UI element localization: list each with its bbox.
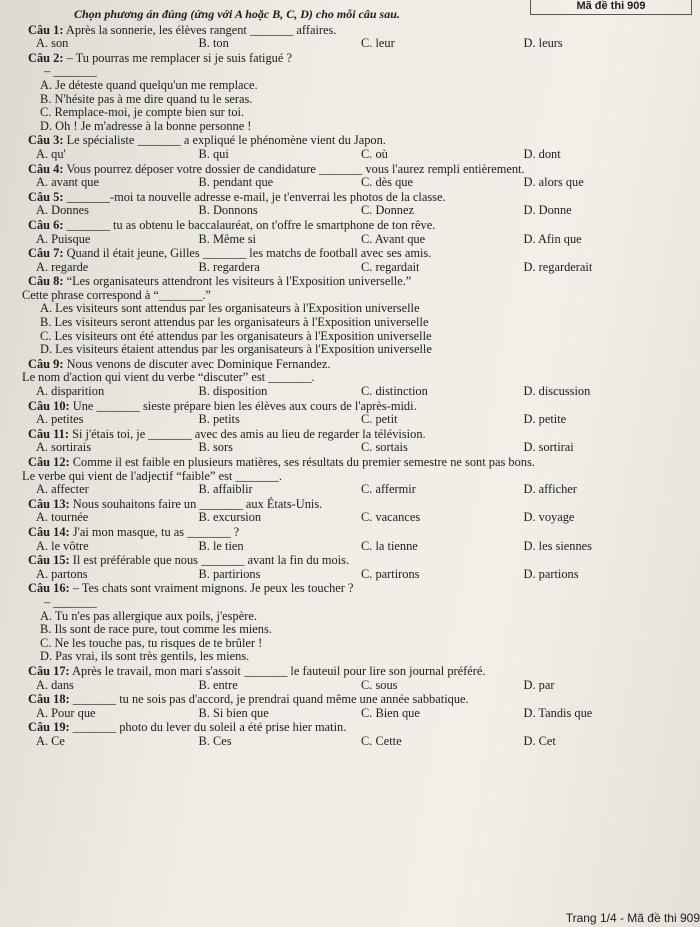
answer-option[interactable]: A. le vôtre (36, 538, 89, 553)
answer-option[interactable]: D. dont (523, 146, 561, 161)
question-stem (6, 163, 686, 177)
answer-option[interactable]: D. regarderait (523, 259, 593, 274)
question-5 (6, 191, 686, 218)
question-16 (6, 582, 686, 664)
answer-option[interactable]: C. sous (361, 677, 398, 692)
question-subtext: Le nom d'action qui vient du verbe “discuter” est _______. (22, 370, 315, 385)
answer-option[interactable]: B. Ces (198, 733, 232, 748)
answer-option[interactable]: A. Donnes (36, 203, 89, 218)
question-stem (6, 52, 686, 66)
question-15 (6, 554, 686, 581)
answer-option[interactable]: B. Si bien que (198, 705, 269, 720)
question-11 (6, 428, 686, 455)
answer-option[interactable]: D. Afin que (523, 231, 582, 246)
answer-options (6, 511, 686, 525)
question-text: – Tes chats sont vraiment mignons. Je peux les toucher ? (72, 581, 354, 596)
answer-options (6, 735, 686, 749)
answer-option[interactable]: D. partions (523, 566, 579, 581)
answer-option[interactable]: B. affaiblir (198, 482, 253, 497)
question-stem (6, 526, 686, 540)
question-label: Câu 18: (28, 692, 70, 707)
question-1 (6, 24, 686, 51)
question-text: Une _______ sieste prépare bien les élèves aux cours de l'après-midi. (72, 398, 417, 413)
question-stem (6, 456, 686, 470)
question-stem (6, 693, 686, 707)
answer-option[interactable]: C. Avant que (361, 231, 426, 246)
question-label: Câu 16: (28, 581, 70, 596)
question-text: Nous venons de discuter avec Dominique Fernandez. (66, 356, 331, 371)
question-19 (6, 721, 686, 748)
answer-option[interactable]: C. petit (361, 412, 398, 427)
question-text: _______-moi ta nouvelle adresse e-mail, je t'enverrai les photos de la classe. (66, 189, 446, 204)
question-7 (6, 247, 686, 274)
answer-option[interactable]: A. avant que (36, 175, 99, 190)
answer-option[interactable]: A. regarde (36, 259, 89, 274)
answer-option[interactable]: C. Donnez (361, 203, 414, 218)
answer-options (6, 261, 686, 275)
answer-options (6, 148, 686, 162)
answer-option[interactable]: C. Bien que (361, 705, 420, 720)
page-footer: Trang 1/4 - Mã đề thi 909 (565, 911, 700, 925)
question-4 (6, 163, 686, 190)
answer-option[interactable]: A. son (36, 36, 69, 51)
answer-option[interactable]: C. affermir (361, 482, 416, 497)
exam-document (6, 8, 686, 748)
answer-option[interactable]: B. excursion (198, 510, 262, 525)
answer-option[interactable]: B. qui (198, 146, 229, 161)
question-label: Câu 10: (28, 398, 70, 413)
question-text: _______ photo du lever du soleil a été prise hier matin. (72, 720, 347, 735)
answer-option[interactable]: D. petite (523, 412, 567, 427)
answer-option[interactable]: D. discussion (523, 384, 591, 399)
answer-option[interactable]: D. Oh ! Je m'adresse à la bonne personne ! (40, 118, 252, 133)
question-stem (6, 191, 686, 205)
answer-option[interactable]: A. Puisque (36, 231, 91, 246)
answer-option[interactable]: C. leur (361, 36, 395, 51)
dialog-line: – _______ (44, 64, 97, 79)
answer-option[interactable]: B. sors (198, 440, 233, 455)
answer-option[interactable]: D. sortirai (523, 440, 574, 455)
answer-options (6, 37, 686, 51)
answer-option[interactable]: C. Les visiteurs ont été attendus par les organisateurs à l'Exposition universelle (40, 328, 432, 343)
answer-option[interactable]: C. Ne les touche pas, tu risques de te brûler ! (40, 635, 263, 650)
answer-option[interactable]: D. Donne (523, 203, 572, 218)
question-12 (6, 456, 686, 497)
answer-option[interactable]: A. Pour que (36, 705, 96, 720)
answer-option[interactable]: D. Pas vrai, ils sont très gentils, les miens. (40, 649, 250, 664)
answer-option[interactable]: B. Les visiteurs seront attendus par les organisateurs à l'Exposition universelle (40, 315, 429, 330)
answer-option[interactable]: D. alors que (523, 175, 584, 190)
question-text: Après la sonnerie, les élèves rangent _______ affaires. (65, 22, 337, 37)
answer-options (6, 204, 686, 218)
answer-option[interactable]: A. tournée (36, 510, 89, 525)
answer-option[interactable]: A. Ce (36, 733, 65, 748)
question-text: Quand il était jeune, Gilles _______ les matchs de football avec ses amis. (66, 246, 432, 261)
question-label: Câu 7: (28, 246, 64, 261)
question-17 (6, 665, 686, 692)
answer-options (6, 79, 686, 133)
question-label: Câu 14: (28, 524, 70, 539)
answer-option[interactable]: A. petites (36, 412, 84, 427)
question-label: Câu 6: (28, 217, 64, 232)
answer-option[interactable]: C. Remplace-moi, je compte bien sur toi. (40, 105, 245, 120)
answer-options (6, 233, 686, 247)
answer-option[interactable]: A. partons (36, 566, 88, 581)
question-9 (6, 358, 686, 399)
exam-code-box: Mã đề thi 909 (530, 0, 692, 15)
answer-option[interactable]: A. qu' (36, 146, 66, 161)
question-stem (6, 134, 686, 148)
dialog-line: – _______ (44, 594, 97, 609)
question-text: Après le travail, mon mari s'assoit _______ le fauteuil pour lire son journal préféré. (72, 663, 486, 678)
question-label: Câu 13: (28, 496, 70, 511)
question-subtext: Le verbe qui vient de l'adjectif “faible” est _______. (22, 468, 282, 483)
question-8 (6, 275, 686, 357)
answer-option[interactable]: A. Tu n'es pas allergique aux poils, j'espère. (40, 608, 257, 623)
question-label: Câu 2: (28, 50, 64, 65)
answer-options (6, 441, 686, 455)
question-stem (6, 665, 686, 679)
answer-option[interactable]: C. sortais (361, 440, 408, 455)
question-text: Comme il est faible en plusieurs matières, ses résultats du premier semestre ne sont pas bons. (72, 455, 535, 469)
answer-options (6, 176, 686, 190)
answer-options (6, 385, 686, 399)
question-text: Il est préférable que nous _______ avant la fin du mois. (72, 553, 350, 568)
question-label: Câu 11: (28, 426, 69, 441)
answer-options (6, 610, 686, 664)
question-label: Câu 9: (28, 356, 64, 371)
question-text: Nous souhaitons faire un _______ aux États-Unis. (72, 496, 323, 511)
question-stem (6, 582, 686, 596)
answer-option[interactable]: C. la tienne (361, 538, 418, 553)
question-text: Si j'étais toi, je _______ avec des amis au lieu de regarder la télévision. (72, 426, 426, 441)
answer-option[interactable]: A. dans (36, 677, 74, 692)
question-stem (6, 554, 686, 568)
answer-options (6, 679, 686, 693)
question-stem (6, 498, 686, 512)
answer-option[interactable]: A. Les visiteurs sont attendus par les organisateurs à l'Exposition universelle (40, 301, 420, 316)
answer-option[interactable]: D. leurs (523, 36, 563, 51)
answer-option[interactable]: B. pendant que (198, 175, 274, 190)
question-label: Câu 12: (28, 455, 70, 469)
question-stem (6, 428, 686, 442)
answer-option[interactable]: A. disparition (36, 384, 105, 399)
answer-options (6, 413, 686, 427)
question-label: Câu 15: (28, 553, 70, 568)
answer-option[interactable]: C. dès que (361, 175, 413, 190)
answer-option[interactable]: B. N'hésite pas à me dire quand tu le seras. (40, 91, 253, 106)
question-6 (6, 219, 686, 246)
question-10 (6, 400, 686, 427)
answer-options (6, 540, 686, 554)
answer-options (6, 568, 686, 582)
answer-option[interactable]: C. regardait (361, 259, 420, 274)
answer-option[interactable]: D. Tandis que (523, 705, 593, 720)
answer-options (6, 707, 686, 721)
answer-option[interactable]: B. partirions (198, 566, 261, 581)
question-label: Câu 19: (28, 720, 70, 735)
answer-option[interactable]: C. Cette (361, 733, 402, 748)
question-stem (6, 721, 686, 735)
question-stem (6, 358, 686, 372)
answer-option[interactable]: A. Je déteste quand quelqu'un me remplace. (40, 77, 258, 92)
answer-option[interactable]: B. petits (198, 412, 240, 427)
question-stem (6, 275, 686, 289)
answer-option[interactable]: B. Ils sont de race pure, tout comme les miens. (40, 622, 272, 637)
answer-options (6, 483, 686, 497)
answer-option[interactable]: D. Cet (523, 733, 556, 748)
question-label: Câu 3: (28, 133, 64, 148)
answer-option[interactable]: C. partirons (361, 566, 420, 581)
answer-option[interactable]: D. voyage (523, 510, 575, 525)
answer-option[interactable]: D. les siennes (523, 538, 592, 553)
question-2 (6, 52, 686, 134)
answer-option[interactable]: C. où (361, 146, 388, 161)
question-text: _______ tu as obtenu le baccalauréat, on t'offre le smartphone de ton rêve. (66, 217, 436, 232)
question-stem (6, 400, 686, 414)
question-stem (6, 247, 686, 261)
question-stem (6, 24, 686, 38)
answer-option[interactable]: B. le tien (198, 538, 244, 553)
answer-option[interactable]: D. afficher (523, 482, 577, 497)
question-text: J'ai mon masque, tu as _______ ? (72, 524, 240, 539)
answer-option[interactable]: D. Les visiteurs étaient attendus par les organisateurs à l'Exposition universelle (40, 342, 432, 357)
answer-option[interactable]: B. Même si (198, 231, 256, 246)
answer-option[interactable]: B. ton (198, 36, 229, 51)
question-3 (6, 134, 686, 161)
answer-option[interactable]: C. vacances (361, 510, 421, 525)
answer-option[interactable]: A. affecter (36, 482, 89, 497)
question-text: Vous pourrez déposer votre dossier de candidature _______ vous l'aurez rempli entièrement. (66, 161, 525, 176)
question-label: Câu 1: (28, 22, 64, 37)
question-label: Câu 4: (28, 161, 64, 176)
question-18 (6, 693, 686, 720)
answer-option[interactable]: B. regardera (198, 259, 260, 274)
question-14 (6, 526, 686, 553)
answer-option[interactable]: B. disposition (198, 384, 268, 399)
answer-options (6, 302, 686, 356)
question-stem (6, 219, 686, 233)
question-label: Câu 5: (28, 189, 64, 204)
question-13 (6, 498, 686, 525)
question-text: – Tu pourras me remplacer si je suis fatigué ? (66, 50, 292, 65)
question-text: “Les organisateurs attendront les visiteurs à l'Exposition universelle.” (66, 274, 412, 289)
question-text: Le spécialiste _______ a expliqué le phénomène vient du Japon. (66, 133, 386, 148)
answer-option[interactable]: C. distinction (361, 384, 428, 399)
answer-option[interactable]: B. Donnons (198, 203, 258, 218)
answer-option[interactable]: B. entre (198, 677, 238, 692)
question-subtext: Cette phrase correspond à “_______.” (22, 287, 211, 302)
answer-option[interactable]: D. par (523, 677, 555, 692)
instructions: Chọn phương án đúng (ứng với A hoặc B, C, D) cho mỗi câu sau. (74, 7, 400, 21)
answer-option[interactable]: A. sortirais (36, 440, 92, 455)
question-label: Câu 8: (28, 274, 64, 289)
question-text: _______ tu ne sois pas d'accord, je prendrai quand même une année sabbatique. (72, 692, 469, 707)
question-label: Câu 17: (28, 663, 70, 678)
